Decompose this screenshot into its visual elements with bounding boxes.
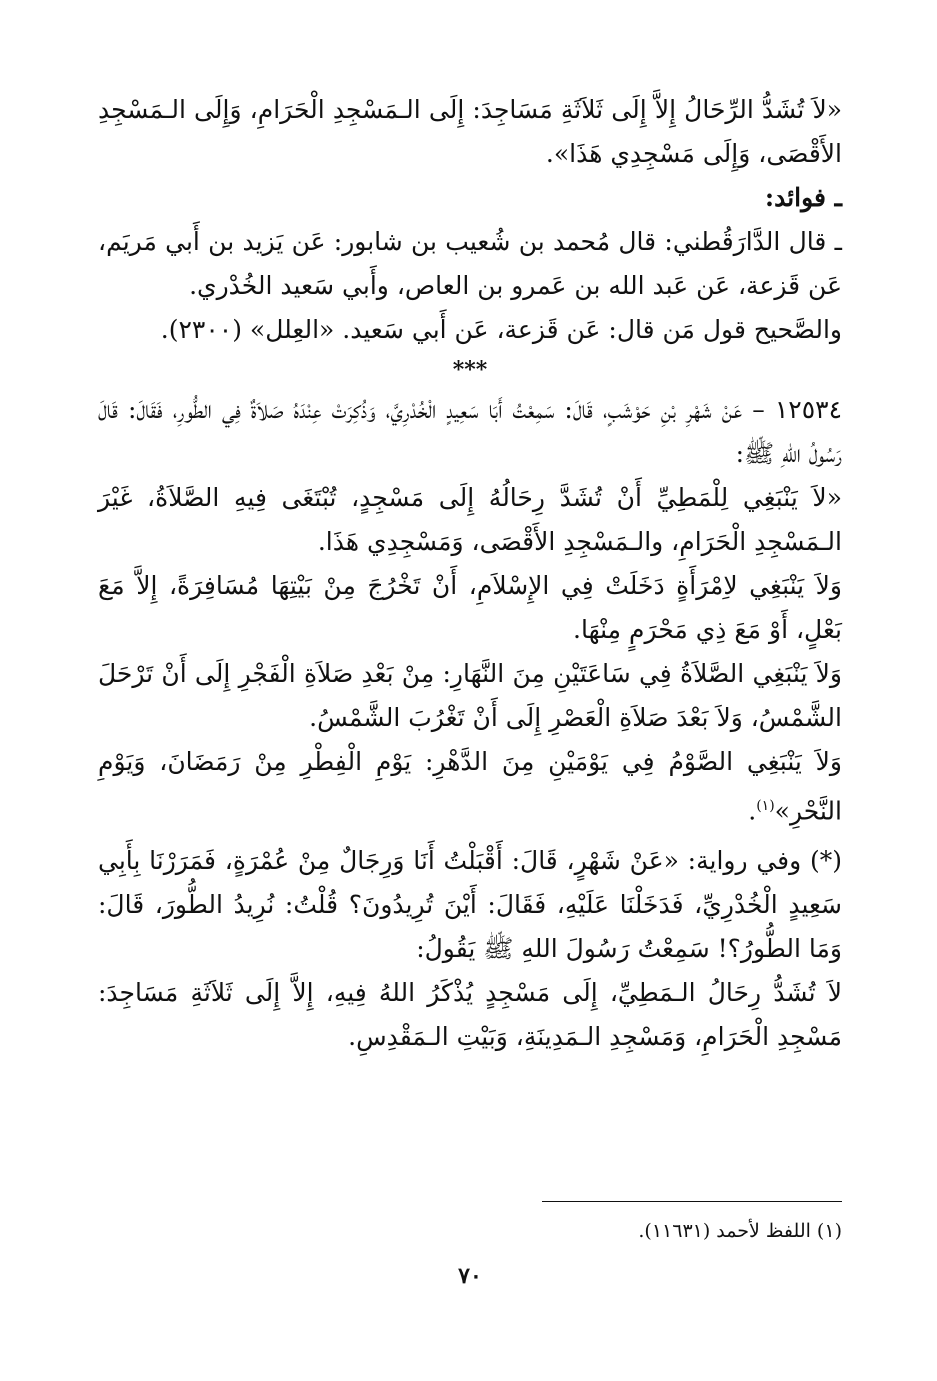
paragraph-hadith-matn-2: وَلاَ يَنْبَغِي لاِمْرَأَةٍ دَخَلَتْ فِي الإِسْلاَمِ، أَنْ تَخْرُجَ مِنْ بَيْتِهَا مُسَافِرَةً، إِلاَّ مَعَ بَعْلٍ، أَوْ مَعَ ذِي مَحْرَمٍ مِنْهَا. [98, 571, 842, 644]
paragraph-hadith-number: ١٢٥٣٤ – عَنْ شَهْرِ بْنِ حَوْشَبٍ، قَالَ: سَمِعْتُ أَبَا سَعِيدٍ الْخُدْرِيَّ، وَذُكِرَتْ عِنْدَهُ صَلاَةٌ فِي الطُّورِ، فَقَالَ: قَالَ رَسُولُ اللهِ ﷺ: [98, 395, 842, 468]
document-page [98, 88, 842, 1288]
paragraph-correct-view: والصَّحيح قول مَن قال: عَن قَزعة، عَن أَبي سَعيد. «العِلل» (٢٣٠٠). [160, 315, 842, 344]
paragraph-hadith-text: «لاَ تُشَدُّ الرِّحَالُ إِلاَّ إِلَى ثَلاَثَةِ مَسَاجِدَ: إِلَى الـمَسْجِدِ الْحَرَامِ، وَإِلَى الـمَسْجِدِ الأَقْصَى، وَإِلَى مَسْجِدِي هَذَا». [98, 95, 842, 168]
section-separator: *** [452, 357, 488, 383]
footnote-marker: (١) [756, 798, 775, 814]
page-number: ٧٠ [458, 1263, 482, 1289]
paragraph-hadith-matn-4-text: وَلاَ يَنْبَغِي الصَّوْمُ فِي يَوْمَيْنِ مِنَ الدَّهْرِ: يَوْمِ الْفِطْرِ مِنْ رَمَضَانَ، وَيَوْمِ النَّحْرِ» [98, 747, 842, 826]
paragraph-riwaya-matn: لاَ تُشَدُّ رِحَالُ الـمَطِيِّ، إِلَى مَسْجِدٍ يُذْكَرُ اللهُ فِيهِ، إِلاَّ إِلَى ثَلاَثَةِ مَسَاجِدَ: مَسْجِدِ الْحَرَامِ، وَمَسْجِدِ الـمَدِينَةِ، وَبَيْتِ الـمَقْدِسِ. [98, 978, 842, 1052]
paragraph-hadith-matn-4 [98, 740, 842, 833]
footnote-text: (١) اللفظ لأحمد (١١٦٣١). [638, 1220, 842, 1242]
footnote-divider [542, 1201, 842, 1202]
paragraph-daraqutni: ـ قال الدَّارَقُطني: قال مُحمد بن شُعيب بن شابور: عَن يَزيد بن أَبي مَريَم، عَن قَزعة، عَن عَبد الله بن عَمرو بن العاص، وأَبي سَعيد الخُدْري. [98, 227, 842, 300]
footnote-marker-tail: . [748, 796, 757, 826]
paragraph-riwaya: (*) وفي رواية: «عَنْ شَهْرٍ، قَالَ: أَقْبَلْتُ أَنَا وَرِجَالٌ مِنْ عُمْرَةٍ، فَمَرَرْنَا بِأَبِي سَعِيدٍ الْخُدْرِيِّ، فَدَخَلْنَا عَلَيْهِ، فَقَالَ: أَيْنَ تُرِيدُونَ؟ قُلْتُ: نُرِيدُ الطُّورَ، قَالَ: وَمَا الطُّورُ؟! سَمِعْتُ رَسُولَ اللهِ ﷺ يَقُولُ: [98, 846, 842, 964]
paragraph-hadith-matn-1: «لاَ يَنْبَغِي لِلْمَطِيِّ أَنْ تُشَدَّ رِحَالُهُ إِلَى مَسْجِدٍ، تُبْتَغَى فِيهِ الصَّلاَةُ، غَيْرَ الـمَسْجِدِ الْحَرَامِ، والـمَسْجِدِ الأَقْصَى، وَمَسْجِدِي هَذَا. [98, 483, 842, 556]
benefits-heading: ـ فوائد: [764, 183, 842, 212]
paragraph-hadith-matn-3: وَلاَ يَنْبَغِي الصَّلاَةُ فِي سَاعَتَيْنِ مِنَ النَّهَارِ: مِنْ بَعْدِ صَلاَةِ الْفَجْرِ إِلَى أَنْ تَرْحَلَ الشَّمْسُ، وَلاَ بَعْدَ صَلاَةِ الْعَصْرِ إِلَى أَنْ تَغْرُبَ الشَّمْسُ. [98, 659, 842, 732]
